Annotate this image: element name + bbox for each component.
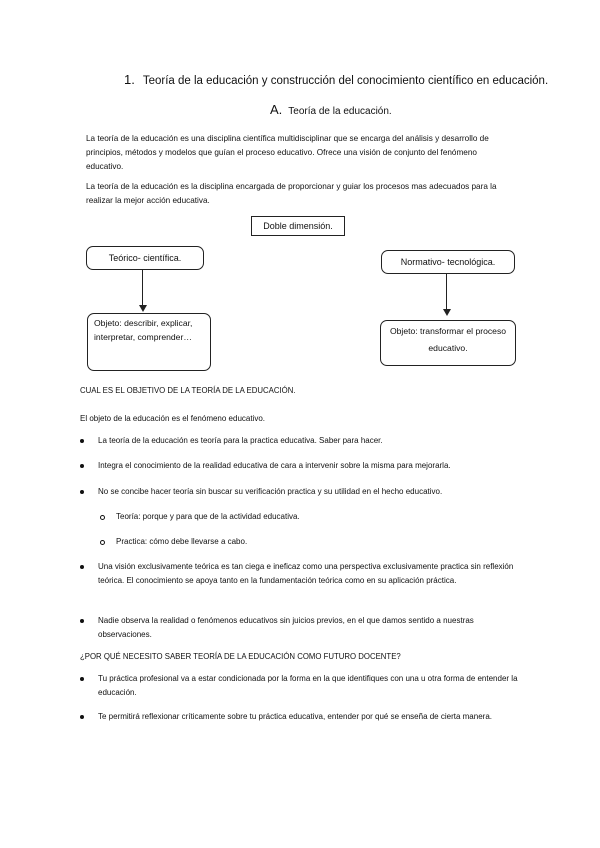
diagram-left-body-box: Objeto: describir, explicar, interpretar, comprender…: [87, 313, 211, 371]
bullet-icon: [80, 619, 84, 623]
list-item-text: Una visión exclusivamente teórica es tan ciega e ineficaz como una perspectiva exclusivamente practica sin reflexión teórica. El conocimiento se apoya tanto en la fundamentación teórica como en su aplicación práctica.: [98, 562, 514, 585]
heading-text: Teoría de la educación y construcción del conocimiento científico en educación.: [142, 75, 549, 87]
bullet-icon: [80, 677, 84, 681]
list-item-text: La teoría de la educación es teoría para la practica educativa. Saber para hacer.: [98, 436, 383, 445]
diagram-left-arrow-line: [142, 269, 143, 307]
heading-number: 1.: [124, 72, 135, 87]
circle-bullet-icon: [100, 540, 105, 545]
section-heading-1: [124, 72, 548, 87]
section-heading-2: [270, 102, 392, 117]
diagram-left-arrow-head: [139, 305, 147, 312]
circle-bullet-icon: [100, 515, 105, 520]
section-1-title: CUAL ES EL OBJETIVO DE LA TEORÍA DE LA EDUCACIÓN.: [80, 386, 296, 395]
diagram-left-title-box: Teórico- científica.: [86, 246, 204, 270]
sub-list-item-text: Practica: cómo debe llevarse a cabo.: [116, 537, 248, 546]
intro-paragraph-2: La teoría de la educación es la disciplina encargada de proporcionar y guiar los procesos mas adecuados para la realizar la mejor acción educativa.: [86, 182, 497, 205]
bullet-icon: [80, 490, 84, 494]
diagram-right-body-box: Objeto: transformar el proceso educativo.: [380, 320, 516, 366]
diagram-right-arrow-head: [443, 309, 451, 316]
bullet-icon: [80, 439, 84, 443]
list-item-text: Integra el conocimiento de la realidad educativa de cara a intervenir sobre la misma para mejorarla.: [98, 461, 451, 470]
section-2-title: ¿POR QUÉ NECESITO SABER TEORÍA DE LA EDUCACIÓN COMO FUTURO DOCENTE?: [80, 652, 401, 661]
section-1-lead: El objeto de la educación es el fenómeno educativo.: [80, 414, 266, 423]
intro-paragraph-1: La teoría de la educación es una disciplina científica multidisciplinar que se encarga del análisis y desarrollo de principios, métodos y modelos que guían el proceso educativo. Ofrece una visión de conjunto del fenómeno educativo.: [86, 134, 489, 171]
heading-letter: A.: [270, 102, 283, 117]
diagram-right-title-box: Normativo- tecnológica.: [381, 250, 515, 274]
heading-text: Teoría de la educación.: [288, 106, 392, 117]
bullet-icon: [80, 565, 84, 569]
bullet-icon: [80, 715, 84, 719]
sub-list-item-text: Teoría: porque y para que de la actividad educativa.: [116, 512, 300, 521]
diagram-right-arrow-line: [446, 273, 447, 311]
bullet-icon: [80, 464, 84, 468]
list-item-text: Nadie observa la realidad o fenómenos educativos sin juicios previos, en el que damos sentido a nuestras observaciones.: [98, 616, 474, 639]
list-item-text: Tu práctica profesional va a estar condicionada por la forma en la que identifiques con una u otra forma de entender la educación.: [98, 674, 518, 697]
list-item-text: Te permitirá reflexionar críticamente sobre tu práctica educativa, entender por qué se enseña de cierta manera.: [98, 712, 492, 721]
list-item-text: No se concibe hacer teoría sin buscar su verificación practica y su utilidad en el hecho educativo.: [98, 487, 443, 496]
diagram-top-box: Doble dimensión.: [251, 216, 345, 236]
